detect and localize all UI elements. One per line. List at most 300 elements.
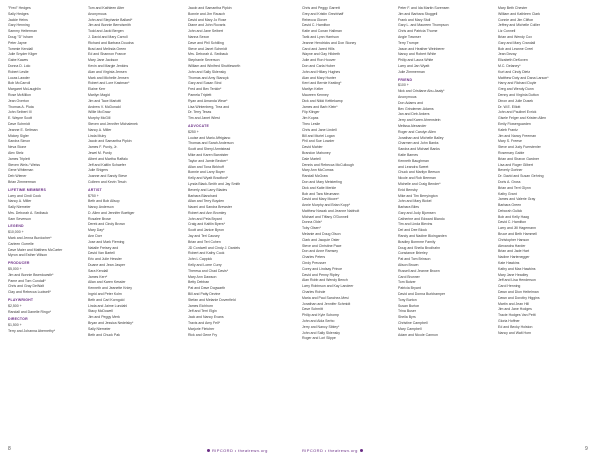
donor-entry: Katie Barnes <box>398 152 419 157</box>
donor-entry: Sheila Byrs <box>398 315 416 320</box>
donor-entry: Mary Day* <box>88 228 105 233</box>
donor-entry: Phil and Sue Lowder <box>302 139 335 144</box>
donor-entry: Julie Zimmerman <box>398 69 425 74</box>
donor-entry: Naomi and Sandra Brewster <box>188 205 232 210</box>
donor-entry: Rose McMillon <box>8 92 31 97</box>
donor-entry: Taylor and Jamie Becker* <box>188 158 228 163</box>
donor-entry: Jim and Barbara Stoggell <box>398 11 438 16</box>
section-heading: PLAYWRIGHT <box>8 298 34 303</box>
donor-entry: Steven and Jennifer Michalenek <box>88 121 138 126</box>
donor-entry: Alexandra Harder <box>498 243 526 248</box>
donor-entry: Scott and Janice Byron <box>188 228 224 233</box>
donor-entry: Beverly Gortner <box>498 168 523 173</box>
right-page <box>300 0 600 463</box>
donor-entry: Jerry and Karen Ahrenstein <box>398 118 441 123</box>
donor-entry: Bradley Bormme Family <box>398 239 436 244</box>
donor-entry: Carol and Jared Hills <box>302 46 335 51</box>
donor-entry: Tom Butzer <box>398 280 416 285</box>
donor-entry: Thomas A. Pluta <box>8 104 34 109</box>
donor-entry: Jose and Mark Fleming <box>88 239 125 244</box>
donor-entry: Rosalee Brose <box>88 216 111 221</box>
donor-entry: Susan Burton <box>398 303 420 308</box>
donor-entry: Mary S. Freese <box>498 139 522 144</box>
donor-entry: Sammy Heiterman <box>8 29 37 34</box>
donor-entry: John and Stephanie Ballard* <box>88 17 133 22</box>
donor-entry: Gary Henning <box>8 23 30 28</box>
donor-entry: Alan Robb and Wendy Bench <box>302 278 348 283</box>
donor-entry: Tony Burton <box>398 297 417 302</box>
donor-entry: Andrew V. McDonald <box>88 104 121 109</box>
donor-entry: Jeffrey and Michelle Collier <box>498 23 540 28</box>
donor-entry: Toby Olsen* <box>302 226 321 231</box>
donor-entry: Tim and Linda Blevins <box>398 222 433 227</box>
donor-entry: Beth and Carl Korngold <box>88 297 125 302</box>
donor-entry: Lynda Black-Smith and Jay Smith <box>188 181 241 186</box>
donor-entry: Carol Henning <box>498 284 521 289</box>
donor-entry: Katie and Conan Hallman <box>302 29 342 34</box>
donor-entry: Mickey Sigler <box>8 133 29 138</box>
donor-entry: Bob and Tara Meumann <box>302 191 340 196</box>
donor-entry: Adam and Nicole Cannon <box>398 332 438 337</box>
donor-column <box>398 6 466 338</box>
logo-dot-icon <box>207 449 210 452</box>
donor-entry: Sandra and Michael Banks <box>398 147 440 152</box>
donor-entry: Ryan and Amanda Wear* <box>188 98 228 103</box>
donor-entry: $100 + <box>398 83 409 88</box>
donor-entry: Duane and Jean Jasper <box>88 263 126 268</box>
donor-entry: Matthew Nowak and Jeanne Nabholt <box>302 208 360 213</box>
donor-entry: J. David and Mary Carroll <box>88 34 128 39</box>
donor-entry: Dennis and Rebecca McCullough <box>302 162 354 167</box>
section-heading: LIFETIME MEMBERS <box>8 187 47 192</box>
donor-entry: Gary and Susan Stroi <box>188 81 222 86</box>
donor-entry: Murphy McGill <box>88 116 111 121</box>
donor-entry: Randall McGraw <box>302 174 328 179</box>
donor-entry: Todd and Jacki Bergen <box>88 29 124 34</box>
donor-entry: Connie and Jim Clifton <box>498 17 534 22</box>
donor-entry: James Eichhorn <box>188 303 214 308</box>
donor-entry: Fred and Bev Tenkin* <box>188 87 222 92</box>
logo-dot-icon <box>360 449 363 452</box>
donor-column <box>302 6 370 342</box>
donor-entry: Brian and Terri Glynn <box>498 185 531 190</box>
donor-entry: Terry and Johanna Abernethy* <box>8 329 56 334</box>
donor-entry: James and Valerie Gray <box>498 197 536 202</box>
donor-entry: Neva Stone <box>8 145 27 150</box>
donor-entry: John Seibert III <box>8 110 32 115</box>
donor-entry: Terry Trompe <box>398 40 419 45</box>
donor-entry: Mary Ann Dawson <box>188 274 217 279</box>
donor-entry: Stephanie Severson <box>188 58 220 63</box>
donor-entry: Jim and Nancy Freeman <box>498 133 537 138</box>
donor-entry: Ann Dorr <box>88 234 103 239</box>
donor-entry: Kenneth and Jeanette Kniey <box>88 286 132 291</box>
donor-entry: Nancy and Robert White <box>398 52 437 57</box>
donor-entry: JD Cordwell and Cindy J. Daniels <box>188 245 240 250</box>
donor-entry: Patricia Bryant <box>398 286 421 291</box>
donor-entry: Randy and Nadine Bloingarden <box>398 234 447 239</box>
donor-entry: Larry Robinson and Kay Landeer <box>302 284 354 289</box>
donor-entry: Mike and Karen Bannister <box>188 152 229 157</box>
donor-entry: Deborah Gulick <box>498 208 523 213</box>
page-footer <box>302 448 365 453</box>
donor-entry: Dave and Phil Schilling <box>188 40 224 45</box>
donor-entry: Mrs. Deborah A. Sedbauk <box>188 52 229 57</box>
donor-entry: Stacy McDowell <box>88 309 113 314</box>
donor-entry: Robert and Ann Bromley <box>188 210 227 215</box>
donor-entry: Jeff and Terri Elgin <box>188 309 217 314</box>
section-heading: LEGEND <box>8 224 24 229</box>
donor-entry: Gary and Mary Crandall <box>498 40 536 45</box>
donor-entry: Melanie and Doug Olson <box>302 232 341 237</box>
donor-entry: Dale Martell <box>302 156 321 161</box>
donor-entry: $10,000 + <box>8 230 24 235</box>
donor-entry: John and Sally Sklensky <box>188 69 226 74</box>
donor-entry: Steve and Janet Schmidt <box>188 46 227 51</box>
donor-entry: Jan and Deb Ankers <box>398 112 430 117</box>
donor-entry: John and Mary Bickel <box>398 199 432 204</box>
donor-entry: Mary Jane Jackson <box>88 58 119 63</box>
donor-entry: Jim and Bonnie Berndsmith <box>88 23 131 28</box>
donor-entry: Brian Zimmerman <box>8 179 36 184</box>
donor-entry: Trina Buser <box>398 309 416 314</box>
donor-entry: Natalie Freisey and <box>88 245 119 250</box>
donor-entry: Robert and Kathy Cook <box>188 251 225 256</box>
donor-entry: Martin and Jean Hill <box>498 301 529 306</box>
donor-entry: Philip and Kyle Schomp <box>302 313 339 318</box>
donor-entry: Joanne and Sandy Steve <box>88 174 128 179</box>
donor-entry: Gisele Felger and Kristen Allen <box>498 116 547 121</box>
donor-entry: David and Penny Ripley <box>302 272 340 277</box>
donor-entry: Nancy Anderson <box>88 205 114 210</box>
donor-entry: Peter Jayne <box>8 40 27 45</box>
donor-entry: Nadine Hartenegger <box>498 255 530 260</box>
footer-text: RIPCORD • theatrewn.org <box>212 448 268 453</box>
donor-entry: Randall and Danelle Ringo* <box>8 309 52 314</box>
donor-entry: Mary Jane Headley <box>498 272 529 277</box>
donor-entry: Craig and Kaitlin Byers* <box>188 222 225 227</box>
donor-entry: John and Sally Sklensky <box>302 330 340 335</box>
donor-entry: Dave Schmidt <box>8 121 30 126</box>
donor-column <box>498 6 566 336</box>
donor-entry: Jack and Nancy Evans <box>188 315 224 320</box>
donor-entry: Anonymous <box>88 11 107 16</box>
donor-entry: Deb Wiener <box>8 174 27 179</box>
donor-entry: Lisa Wintenberg, Trea and <box>188 104 230 109</box>
donor-entry: Dinon and Julie Dusek <box>498 98 534 103</box>
donor-entry: Kathy and Max Hawkins <box>498 266 536 271</box>
donor-entry: Jean Dezay <box>498 52 517 57</box>
donor-entry: Dave Maier and Matthew McCarter <box>8 247 63 252</box>
donor-entry: Robert and Lore Kastman* <box>88 81 130 86</box>
donor-entry: Charles Peters <box>302 255 326 260</box>
donor-entry: Allan and Tona Birkhoff <box>188 164 224 169</box>
donor-entry: Gloria Hoffner <box>498 319 520 324</box>
donor-entry: James F. Purdy, Jr. <box>88 145 118 150</box>
donor-entry: Brian and Wendy Cox <box>498 34 532 39</box>
donor-entry: David Mahler <box>302 145 323 150</box>
donor-entry: Sara Kendall <box>88 268 109 273</box>
donor-entry: Chris and Peggy Garrett <box>302 6 340 10</box>
donor-entry: $2,500 + <box>8 303 22 308</box>
donor-entry: Larry and Jan Wyatt <box>398 63 430 68</box>
donor-entry: Lucas Lawder <box>8 75 30 80</box>
donor-entry: Carleen Gorrelle <box>8 241 34 246</box>
donor-entry: Barbara Blanchard <box>188 193 218 198</box>
donor-entry: Steve and Christine Pace <box>302 243 342 248</box>
donor-entry: Michael and Tiffany O'Donnell <box>302 214 349 219</box>
donor-entry: Mrs. Deborah A. Sedbauk <box>8 210 49 215</box>
donor-entry: David and Donna Burkhamper <box>398 292 446 297</box>
donor-entry: Allan and Terry Boyden <box>188 199 225 204</box>
donor-entry: Maria and Paul Sanchez-Mesi <box>302 295 349 300</box>
donor-entry: Gary and Judy Bjornsen <box>398 210 436 215</box>
donor-entry: Doris A. Gross <box>498 179 521 184</box>
donor-entry: Mark and Jenna Burdocher* <box>8 236 52 241</box>
donor-entry: Margaret McLaughlin <box>8 87 41 92</box>
donor-entry: Louise and Mario Affrigiano <box>188 135 231 140</box>
donor-entry: Gene Whiteman <box>8 168 34 173</box>
donor-entry: Dick and Nikki Kettlekamp <box>302 98 343 103</box>
donor-entry: E. Wayne Scott <box>8 116 32 121</box>
donor-entry: Elizabeth DeKoven <box>498 58 528 63</box>
donor-entry: Bob and Leanne Creel <box>498 46 534 51</box>
donor-entry: Marilyn Magid <box>88 92 110 97</box>
donor-entry: Nancy A. Miller <box>88 127 112 132</box>
donor-entry: Julie Shigers <box>88 168 109 173</box>
donor-entry: Ed and Becky Holston <box>498 324 533 329</box>
donor-entry: and Leandra Sweet <box>398 164 429 169</box>
donor-entry: Tarik and Lynn Harrison <box>302 34 339 39</box>
donor-entry: Pat and Dave Dogwarth <box>188 286 226 291</box>
donor-entry: Diane and John Rovaris <box>188 23 226 28</box>
donor-entry: Sam Severson <box>8 216 31 221</box>
donor-entry: Lisa and Roger Gilbert <box>498 162 534 167</box>
donor-entry: Jerry and Nancy Sibley* <box>302 324 340 329</box>
donor-entry: Liz Connell <box>498 29 516 34</box>
footer-text: RIPCORD • theatrewn.org <box>302 448 358 453</box>
donor-entry: Albert and Martha Raffalo <box>88 156 128 161</box>
donor-entry: Chuck and Marilyn Beeson <box>398 170 440 175</box>
donor-entry: Jackie Heins <box>8 17 28 22</box>
donor-entry: David Van Bartell <box>88 251 115 256</box>
donor-entry: Marilyn Keller <box>302 87 324 92</box>
donor-entry: Larry and Cindi Cook <box>8 193 41 198</box>
page-number: 8 <box>8 446 11 452</box>
donor-entry: Philip and Laura White <box>398 58 434 63</box>
donor-entry: James and Barb Klein* <box>302 104 338 109</box>
donor-entry: M.C. Delaney* <box>498 63 521 68</box>
donor-entry: David and Mary Jo Rose <box>188 17 227 22</box>
donor-entry: Charles Rohde <box>302 290 326 295</box>
donor-entry: Russell and Jeanne Brown <box>398 268 440 273</box>
donor-entry: William and Kathleen Clark <box>498 11 541 16</box>
donor-entry: Donna D. Lolo <box>8 63 31 68</box>
donor-entry: Bonnie and Jim Rausch <box>188 11 225 16</box>
donor-entry: Christine Campbell <box>398 321 428 326</box>
donor-entry: Beth and Chuck Pak <box>88 332 120 337</box>
donor-entry: Pat and Tom Brinson <box>398 257 431 262</box>
donor-entry: Don and Carla Huber <box>302 63 336 68</box>
donor-entry: Dawn and Dorothy Higgins <box>498 295 540 300</box>
donor-entry: Carol Brunner <box>398 274 420 279</box>
donor-entry: Barbara Green <box>498 203 522 208</box>
donor-entry: Denny and Virginia Dutton <box>498 92 539 97</box>
donor-entry: James Kerr* <box>88 274 108 279</box>
donor-entry: Jim Kopas <box>302 116 319 121</box>
donor-entry: Betty Debban <box>188 280 210 285</box>
donor-entry: Julie Snyder Kilger <box>8 52 38 57</box>
donor-entry: Scott and Sheryl Armistead <box>188 147 231 152</box>
donor-entry: Bryan and Jessica Nedelsky* <box>88 321 134 326</box>
donor-entry: James Triplett <box>8 156 30 161</box>
donor-entry: John and Aida Serbo <box>302 319 335 324</box>
donor-entry: Bob McCarroll <box>8 81 31 86</box>
donor-entry: Frank and Mary Stull <box>398 17 431 22</box>
donor-entry: Myron and Esther Wilson <box>8 253 48 258</box>
donor-entry: Thomas and Sarah Anderson <box>188 141 234 146</box>
donor-entry: Charmen and John Banks <box>398 141 439 146</box>
section-heading: ARTIST <box>88 187 102 192</box>
donor-entry: Linda and Jaime Lundahl <box>88 303 128 308</box>
donor-entry: Bill and Muriel Logan <box>302 133 335 138</box>
donor-entry: Grey and Kristin Grezbhaff <box>302 11 344 16</box>
donor-entry: Nanna Sexon <box>188 34 210 39</box>
donor-entry: Julie and Ron Hoover <box>302 58 336 63</box>
donor-entry: Marjorie Fletcher <box>188 326 215 331</box>
donor-entry: Jacob and Samantha Pipkin <box>88 139 132 144</box>
donor-entry: John and Paulinel Evrick <box>498 110 537 115</box>
donor-entry: Cindy Preusser <box>302 261 326 266</box>
donor-entry: Gary L. and Maureen Thompson <box>398 23 449 28</box>
donor-entry: Kelly and Lome Curry <box>188 263 222 268</box>
donor-entry: Willie McGraw <box>88 110 111 115</box>
donor-entry: Chris and Gray DeWalt <box>8 284 44 289</box>
donor-entry: "Fred" Hedges <box>8 6 31 10</box>
donor-entry: Jim and Bonnie Bwerdowsth* <box>8 272 54 277</box>
donor-entry: Larry and Jill Hagemann <box>498 226 536 231</box>
donor-entry: Steve and Judy Fuerstenler <box>498 145 541 150</box>
donor-entry: Nancy and Walt Horn <box>498 330 532 335</box>
donor-entry: Tim and Janet Wiest <box>188 116 220 121</box>
donor-entry: Anonymous <box>398 94 417 99</box>
donor-entry: Bob and Kelly Haag <box>498 214 529 219</box>
donor-entry: Kevin and Margie Jenkins <box>88 63 129 68</box>
donor-entry: Brian and Jade Hart <box>498 249 530 254</box>
donor-entry: Roger and Lori Slippe <box>302 336 336 341</box>
donor-entry: Alan and Mary Hunter <box>302 75 337 80</box>
donor-entry: Stefan and Melanie Dovenfield <box>188 297 236 302</box>
donor-entry: Nick and Cristiane Abu-Asaly* <box>398 89 445 94</box>
donor-entry: Bonnie and Larry Boyer <box>188 170 225 175</box>
donor-entry: Dawn and Dion Heitelman <box>498 290 539 295</box>
donor-entry: Elaine Kerr <box>88 87 106 92</box>
donor-entry: Angie Townser <box>398 34 421 39</box>
donor-entry: Corey and Lindsay Prince <box>302 266 343 271</box>
donor-entry: Jonathan and Jennifer Schmidt <box>302 301 351 306</box>
donor-entry: Jeanne Hendricks and Don Stoney <box>302 40 357 45</box>
donor-entry: Jay and Teri Causey <box>188 234 220 239</box>
donor-entry: Constance Brierley <box>398 251 428 256</box>
donor-entry: $750 + <box>88 193 99 198</box>
donor-entry: Theresa and Chad Davis* <box>188 268 229 273</box>
donor-entry: Colleen and Kevin Tesch <box>88 179 127 184</box>
donor-entry: Alan and Virginia Jensen <box>88 69 127 74</box>
donor-entry: Emily Flowerguarden <box>498 121 531 126</box>
donor-entry: Linda Mulry <box>88 133 107 138</box>
section-heading: PRODUCER <box>8 261 30 266</box>
donor-entry: $5,000 + <box>8 267 22 272</box>
donor-entry: John and Hillary Hughes <box>302 69 341 74</box>
donor-column <box>88 6 156 338</box>
section-heading: ADVOCATE <box>188 123 209 128</box>
donor-entry: Rosemary Gable <box>498 150 525 155</box>
donor-entry: Brian and Sharon Gardner <box>498 156 540 161</box>
donor-entry: Don and Mary Meisterling <box>302 179 342 184</box>
donor-entry: David C. Hamilton <box>498 220 527 225</box>
donor-entry: Dr. W.E. Elliott <box>498 104 521 109</box>
donor-entry: Robert Leslie <box>8 69 29 74</box>
donor-entry: Sandra Simon <box>8 139 31 144</box>
donor-entry: Ingrid and Peter Kolm <box>88 292 122 297</box>
donor-entry: Annie Murphy and Brian Kopp* <box>302 203 351 208</box>
donor-entry: Jason and Heather Weinberer <box>398 46 445 51</box>
donor-column <box>8 6 76 335</box>
donor-entry: Roger and Carolyn Allen <box>398 129 436 134</box>
donor-entry: Jeff and Kaitlin Schaefer <box>88 162 126 167</box>
donor-entry: Alex Stelz <box>8 150 24 155</box>
donor-entry: Clay and Rebecca Ludwell* <box>8 290 51 295</box>
donor-entry: Brandon Mahoney <box>302 150 331 155</box>
donor-entry: Sally Niemeier <box>88 326 111 331</box>
donor-entry: Jacob and Samantha Pipkin <box>188 6 232 10</box>
donor-entry: Don and Anne Ramsey <box>302 249 338 254</box>
donor-entry: Eric and Julie Hessler <box>88 257 122 262</box>
donor-entry: Jim and Jane Hodges <box>498 307 532 312</box>
donor-entry: Pame and Tom Cundall* <box>8 278 46 283</box>
donor-entry: Beth and Bob Allsop <box>88 199 120 204</box>
donor-entry: Melissa Alexander <box>398 123 427 128</box>
donor-entry: Nancy A. Miller <box>8 199 32 204</box>
donor-entry: Kelly and Wyatt Bradford* <box>188 176 229 181</box>
donor-entry: John and Jane Seibert <box>188 29 224 34</box>
donor-entry: Christopher Hanson <box>498 237 530 242</box>
donor-entry: Bill and Patty Devine <box>188 292 221 297</box>
donor-entry: Kate Hawkins <box>498 261 520 266</box>
donor-entry: Alison Brown <box>398 263 419 268</box>
donor-entry: Sally Hedges <box>8 11 29 16</box>
section-heading: FRIEND <box>398 77 413 82</box>
donor-entry: Kenneth Baughman <box>398 158 429 163</box>
donor-entry: Nicole and Rob Beeman <box>398 176 436 181</box>
donor-entry: Steven Weis / Weiss <box>8 162 40 167</box>
donor-entry: Travis and Amy Fell* <box>188 321 220 326</box>
page-number: 9 <box>585 446 588 452</box>
donor-entry: Kerri and Bernie Keating* <box>302 81 342 86</box>
donor-entry: Clark and Jacquie Oster <box>302 237 340 242</box>
donor-entry: Rebecca Glover <box>302 17 328 22</box>
donor-entry: Tracie Hodges Van Petit <box>498 313 536 318</box>
donor-entry: Jim and Peggy Merk <box>88 315 120 320</box>
donor-entry: Doug "D" Isham <box>8 34 33 39</box>
donor-entry: William and Winifred Shuttleworth <box>188 63 241 68</box>
donor-entry: David C. Hamilton <box>302 23 331 28</box>
donor-entry: Kurt and Cindy Dietz <box>498 69 531 74</box>
donor-entry: Peter F. and Ida Martin Sorensen <box>398 6 450 10</box>
donor-entry: Theo Leslie <box>302 121 321 126</box>
donor-entry: Dr. Terry Texas <box>188 110 212 115</box>
donor-entry: Rick and Gene Fry <box>188 332 218 337</box>
